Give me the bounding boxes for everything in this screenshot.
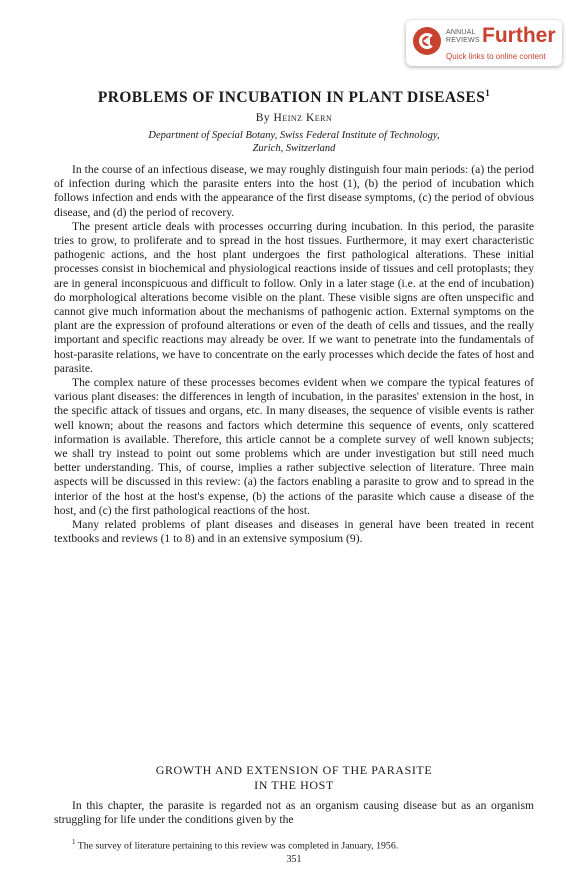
annual-reviews-logo-icon — [413, 27, 441, 55]
article-title — [0, 88, 588, 107]
footnote — [54, 836, 534, 852]
affiliation-line2: Zurich, Switzerland — [252, 143, 336, 154]
author-name: Heinz Kern — [273, 112, 333, 124]
section-body — [54, 799, 534, 827]
title-footnote-mark: 1 — [485, 88, 491, 98]
paragraph-1: In the course of an infectious disease, we may roughly distinguish four main periods: (a) the period of infection during which the parasite enters into the host (1), (b) the period of incubation which follows infection and ends with the appearance of the first disease symptoms, (c) the period of obvious disease, and (d) the period of recovery. — [54, 163, 534, 219]
section-paragraph: In this chapter, the parasite is regarded not as an organism causing disease but as an organism struggling for life under the conditions given by the — [54, 799, 534, 827]
further-badge-link[interactable] — [406, 20, 562, 66]
section-heading-line2: IN THE HOST — [254, 777, 334, 792]
footnote-text: The survey of literature pertaining to this review was completed in January, 1956. — [75, 840, 399, 852]
badge-tagline: Quick links to online content — [446, 52, 546, 61]
section-heading-line1: GROWTH AND EXTENSION OF THE PARASITE — [155, 763, 433, 777]
footnote-mark: 1 — [72, 838, 76, 846]
article-body — [54, 163, 534, 546]
author-prefix: By — [255, 112, 274, 124]
section-heading — [0, 763, 588, 792]
paragraph-4: Many related problems of plant diseases and diseases in general have been treated in recent textbooks and reviews (1 to 8) and in an extensive symposium (9). — [54, 518, 534, 546]
article-title-text: PROBLEMS OF INCUBATION IN PLANT DISEASES — [97, 89, 486, 107]
author-line — [0, 112, 588, 124]
affiliation — [0, 129, 588, 155]
page-number: 351 — [286, 854, 302, 865]
badge-brand-line1: ANNUAL — [446, 29, 476, 36]
paragraph-3: The complex nature of these processes becomes evident when we compare the typical features of various plant diseases: the differences in length of incubation, in the parasites' extension in the host, in the specific attack of tissues and organs, etc. In many diseases, the sequence of visible events is rather well known; about the reasons and factors which determine this sequence of events, only scattered information is available. Therefore, this article cannot be a complete survey of well known subjects; we shall try instead to point out some problems which are under investigation but still need much better understanding. This, of course, implies a rather subjective selection of literature. Three main aspects will be discussed in this review: (a) the factors enabling a parasite to grow and to spread in the interior of the host at the host's expense, (b) the actions of the parasite which cause a disease of the host, and (c) the first pathological reactions of the host. — [54, 376, 534, 517]
badge-further-word: Further — [482, 24, 556, 47]
paragraph-2: The present article deals with processes occurring during incubation. In this period, the parasite tries to grow, to proliferate and to spread in the host tissues. Furthermore, it may exert characteristic pathogenic actions, and the host plant undergoes the first pathological alterations. These initial processes consist in biochemical and physiological reactions inside of tissues and cell protoplasts; they are in general inconspicuous and difficult to follow. Only in a later stage (i.e. at the end of incubation) do morphological alterations become visible on the plant. These visible signs are often unspecific and cannot give much information about the mechanisms of pathogenic action. External symptoms on the plant are the expression of profound alterations or even of the death of cells and tissues, and the really important and specific reactions may already be over. If we want to penetrate into the fundamentals of host-parasite relations, we have to concentrate on the early processes which decide the fates of host and parasite. — [54, 219, 534, 375]
badge-brand-line2: REVIEWS — [446, 37, 480, 44]
affiliation-line1: Department of Special Botany, Swiss Federal Institute of Technology, — [148, 130, 440, 141]
